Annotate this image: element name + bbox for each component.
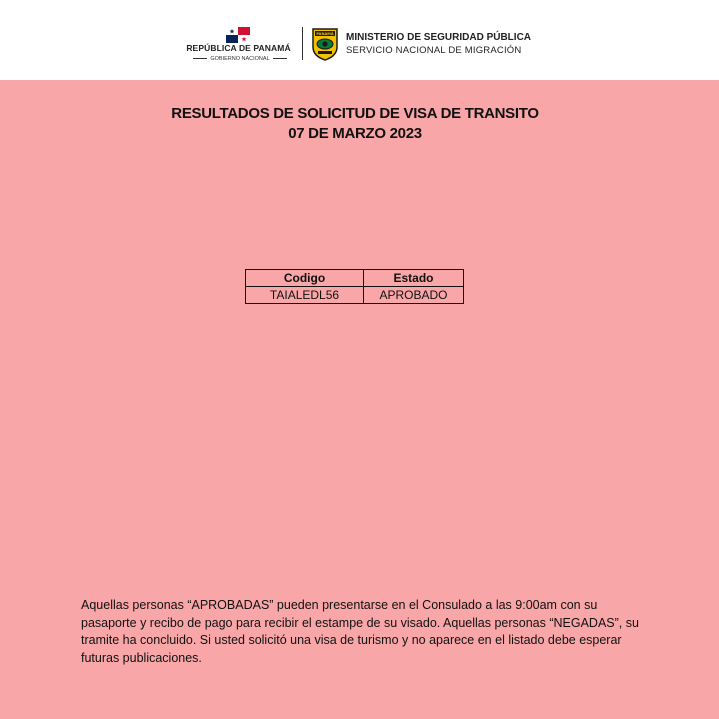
seal-label: PANAMÁ xyxy=(316,32,334,37)
title-line-2: 07 DE MARZO 2023 xyxy=(288,125,422,142)
migration-seal-icon xyxy=(311,27,339,61)
government-subtitle xyxy=(190,55,290,64)
results-table xyxy=(245,269,464,304)
ministry-title: MINISTERIO DE SEGURIDAD PÚBLICA xyxy=(346,32,532,43)
table-header-row xyxy=(246,270,464,287)
ministry-subtitle: SERVICIO NACIONAL DE MIGRACIÓN xyxy=(346,45,522,56)
republic-title: REPÚBLICA DE PANAMÁ xyxy=(186,43,291,53)
header-divider xyxy=(302,27,303,60)
panama-flag-icon xyxy=(226,27,250,43)
table-row xyxy=(246,287,464,304)
government-subtitle-text: GOBIERNO NACIONAL xyxy=(210,56,270,62)
column-header-codigo: Codigo xyxy=(246,270,364,287)
instructions-note: Aquellas personas “APROBADAS” pueden presentarse en el Consulado a las 9:00am con su pasaporte y recibo de pago para recibir el estampe de su visado. Aquellas personas “NEGADAS”, su tramite ha concluido. Si usted solicitó una visa de turismo y no aparece en el listado debe esperar futuras publicaciones. xyxy=(81,598,639,665)
header-bar xyxy=(0,0,719,80)
cell-codigo: TAIALEDL56 xyxy=(246,287,364,304)
column-header-estado: Estado xyxy=(364,270,464,287)
page-title xyxy=(0,104,710,144)
title-line-1: RESULTADOS DE SOLICITUD DE VISA DE TRANSITO xyxy=(171,105,539,122)
cell-estado: APROBADO xyxy=(364,287,464,304)
